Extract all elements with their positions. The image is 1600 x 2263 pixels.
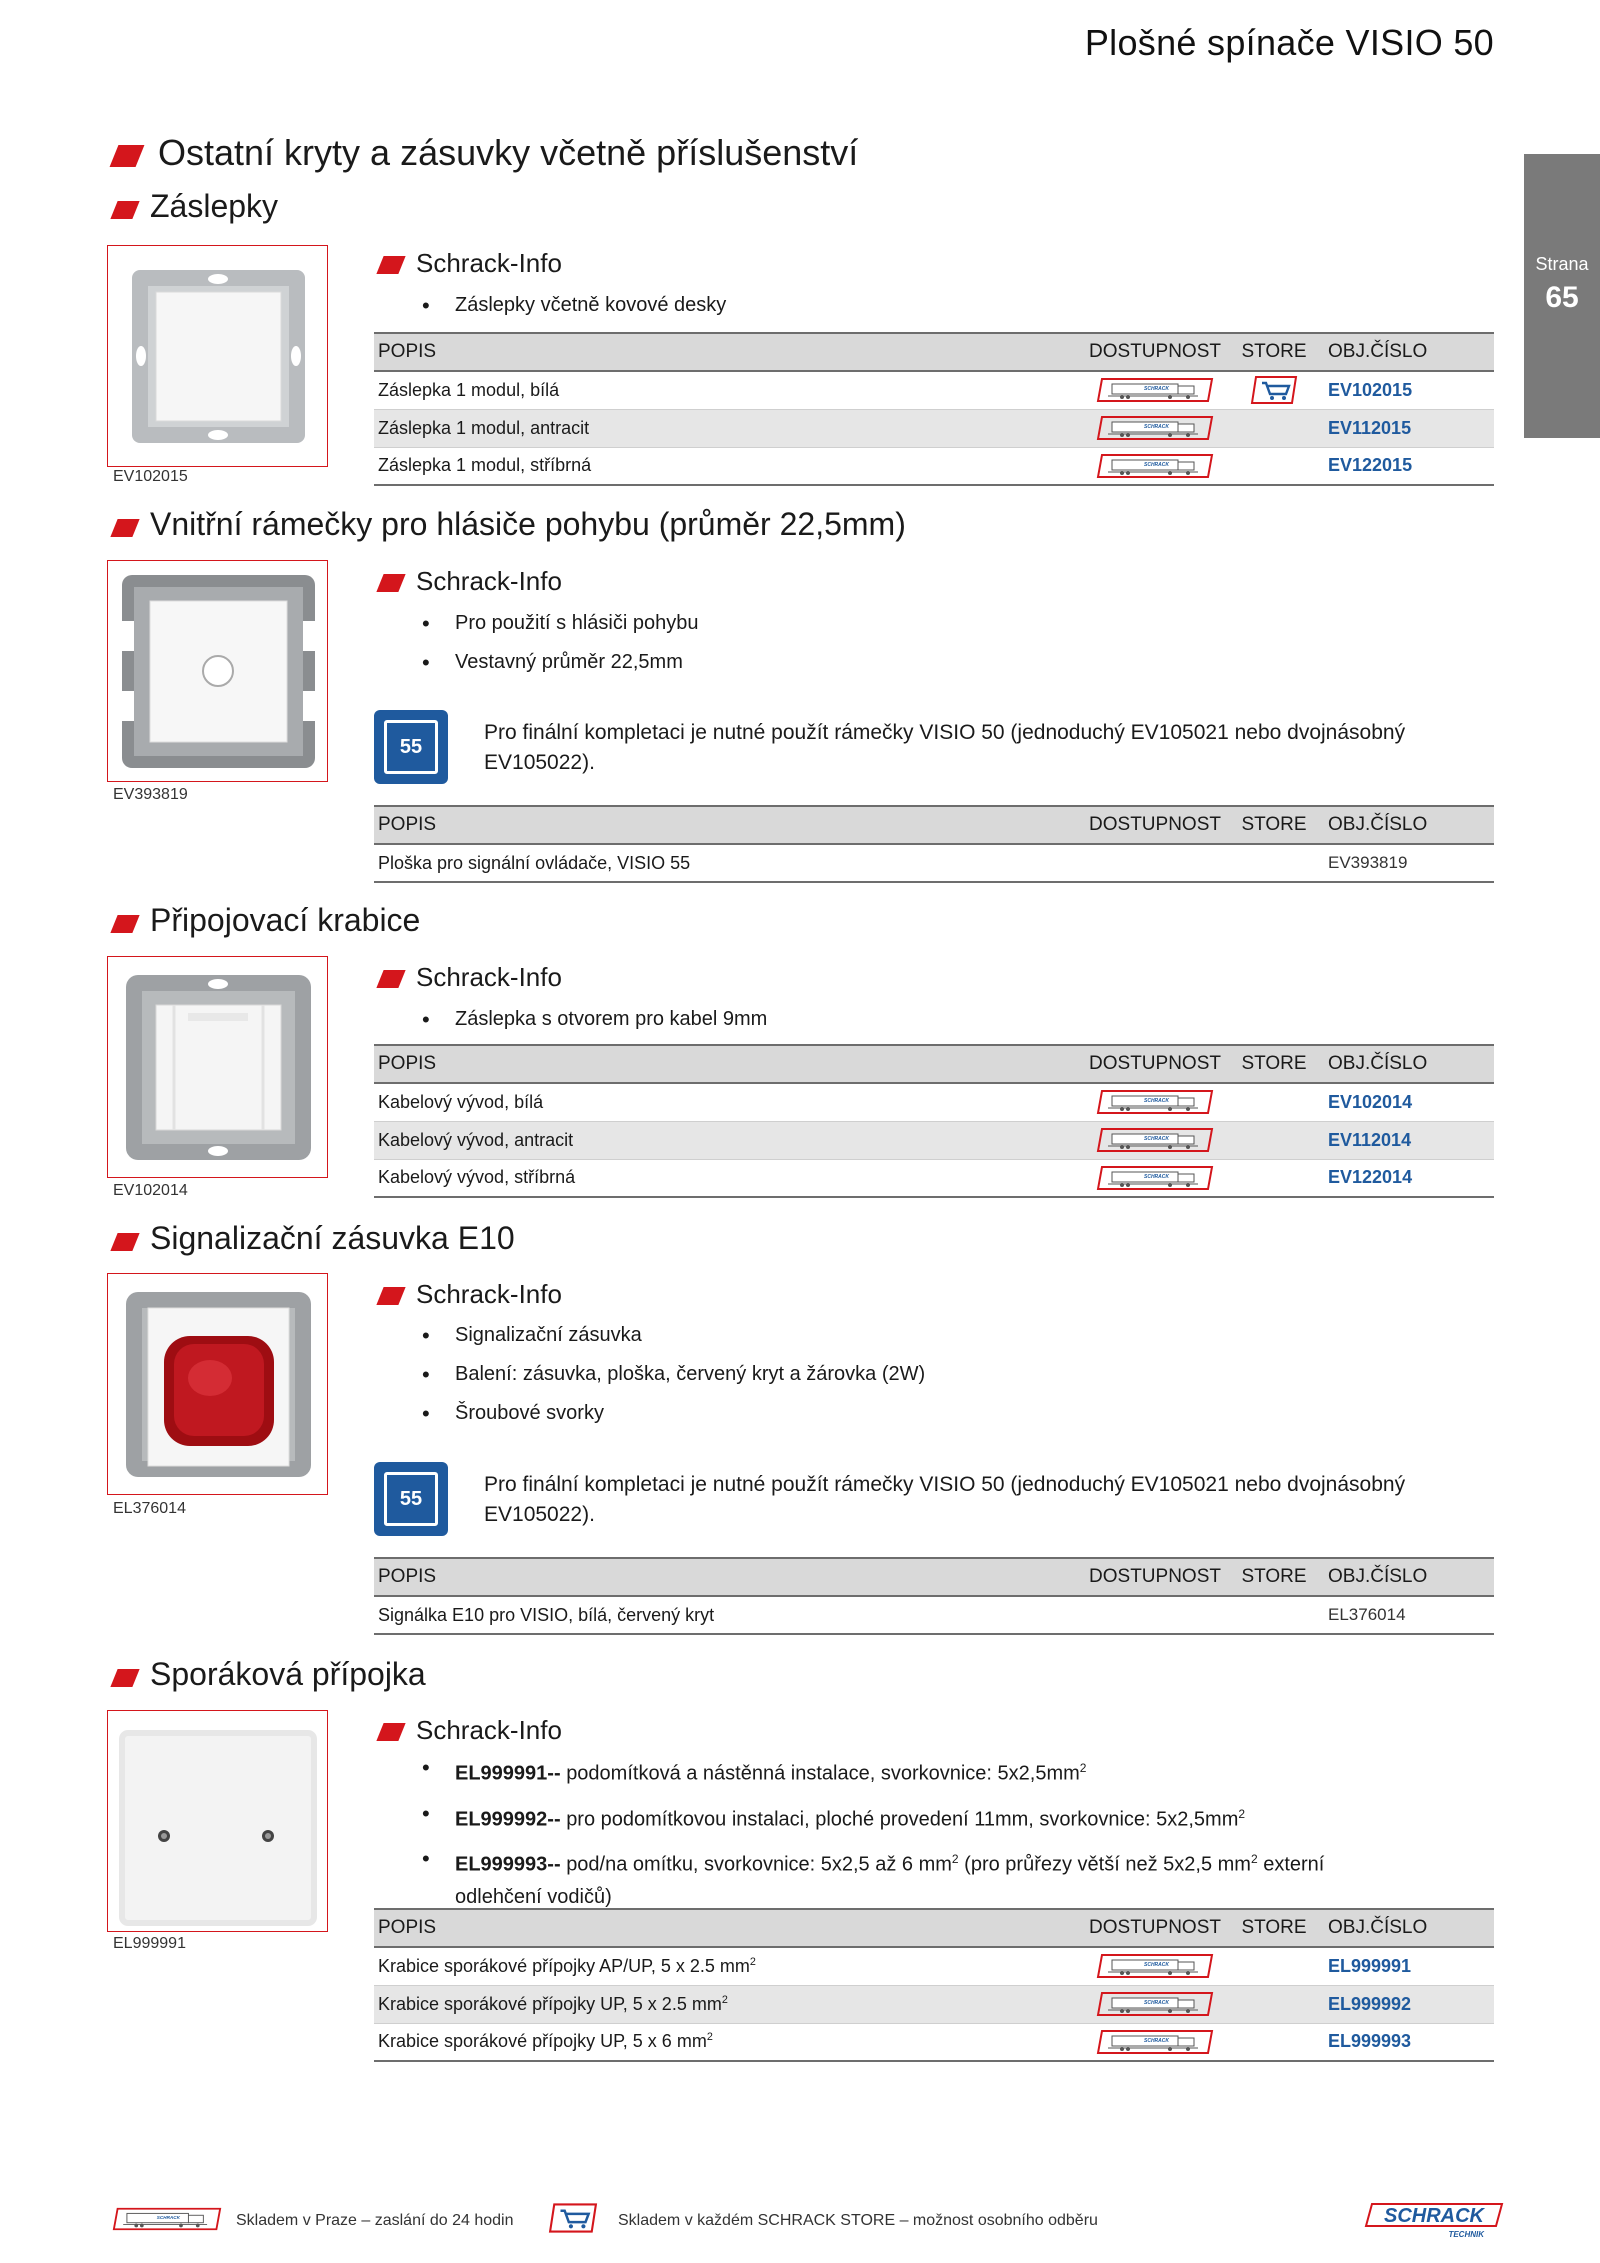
table-row	[374, 371, 1494, 409]
col-header-avail: DOSTUPNOST	[1080, 806, 1230, 844]
truck-icon	[1096, 1953, 1214, 1979]
section-title: Signalizační zásuvka E10	[150, 1220, 515, 1256]
row-desc	[374, 2023, 1080, 2061]
schrack-logo	[1364, 2200, 1504, 2240]
row-store	[1230, 1083, 1318, 1121]
product-image-blank-plate	[107, 245, 328, 467]
main-heading	[114, 132, 858, 174]
section-heading-ramecky	[114, 506, 906, 543]
section-title: Sporáková přípojka	[150, 1656, 426, 1692]
main-heading-text: Ostatní kryty a zásuvky včetně příslušenství	[158, 132, 859, 173]
row-code-link[interactable]: EV122015	[1318, 447, 1494, 485]
section-title: Vnitřní rámečky pro hlásiče pohybu (průměr 22,5mm)	[150, 506, 906, 542]
col-header-store: STORE	[1230, 1558, 1318, 1596]
table-row	[374, 1121, 1494, 1159]
bullet-item: • Pro použití s hlásiči pohybu	[422, 604, 698, 643]
visio-55-icon-label: 55	[384, 720, 438, 774]
red-square-icon	[376, 256, 405, 274]
table-header	[374, 333, 1494, 371]
frame-note	[374, 1458, 1494, 1538]
schrack-info-title	[380, 248, 562, 279]
info-bullets	[422, 286, 726, 325]
row-code-link[interactable]: EL999992	[1318, 1985, 1494, 2023]
bullet-text: externí	[1263, 1853, 1325, 1876]
red-square-icon	[110, 145, 145, 167]
row-avail	[1080, 1947, 1230, 1985]
truck-icon	[1096, 1991, 1214, 2017]
col-header-store: STORE	[1230, 1045, 1318, 1083]
frame-note	[374, 706, 1494, 786]
row-avail	[1080, 371, 1230, 409]
table-row	[374, 844, 1494, 882]
col-header-desc: POPIS	[374, 1909, 1080, 1947]
superscript: 2	[749, 1955, 756, 1968]
bullet-code: EL999992--	[455, 1808, 561, 1831]
col-header-store: STORE	[1230, 1909, 1318, 1947]
col-header-store: STORE	[1230, 806, 1318, 844]
section-heading-signalizacni	[114, 1220, 515, 1257]
footer-truck-text: Skladem v Praze – zaslání do 24 hodin	[236, 2212, 514, 2229]
product-image-motion-frame	[107, 560, 328, 782]
row-avail	[1080, 1121, 1230, 1159]
product-image-code: EV102014	[113, 1182, 188, 1199]
col-header-desc: POPIS	[374, 806, 1080, 844]
col-header-code: OBJ.ČÍSLO	[1318, 1909, 1494, 1947]
bullet-item: • Šroubové svorky	[422, 1394, 925, 1433]
page-title: Plošné spínače VISIO 50	[1084, 22, 1494, 63]
red-square-icon	[110, 1669, 139, 1687]
info-title-text: Schrack-Info	[416, 1279, 562, 1309]
bullet-text: podomítková a nástěnná instalace, svorkovnice: 5x2,5mm	[566, 1762, 1080, 1785]
row-avail	[1080, 1083, 1230, 1121]
table-row	[374, 2023, 1494, 2061]
table-row	[374, 1083, 1494, 1121]
row-store	[1230, 844, 1318, 882]
col-header-desc: POPIS	[374, 333, 1080, 371]
table-row	[374, 1596, 1494, 1634]
superscript: 2	[1079, 1761, 1087, 1775]
row-desc	[374, 1985, 1080, 2023]
info-title-text: Schrack-Info	[416, 566, 562, 596]
product-image-code: EL376014	[113, 1500, 186, 1517]
red-square-icon	[376, 574, 405, 592]
row-desc-text: Krabice sporákové přípojky UP, 5 x 6 mm	[378, 2031, 707, 2052]
row-avail	[1080, 1596, 1230, 1634]
red-square-icon	[376, 1723, 405, 1741]
truck-icon	[1096, 453, 1214, 479]
row-code-link[interactable]: EV112015	[1318, 409, 1494, 447]
bullet-text: pro podomítkovou instalaci, ploché provedení 11mm, svorkovnice: 5x2,5mm	[566, 1808, 1239, 1831]
superscript: 2	[1238, 1806, 1246, 1821]
row-store	[1230, 409, 1318, 447]
table-header	[374, 1909, 1494, 1947]
table-row	[374, 447, 1494, 485]
section-heading-krabice	[114, 902, 420, 939]
bullet-item	[422, 1752, 1324, 1790]
col-header-code: OBJ.ČÍSLO	[1318, 333, 1494, 371]
table-header	[374, 1558, 1494, 1596]
truck-icon	[1096, 1127, 1214, 1153]
note-text: Pro finální kompletaci je nutné použít rámečky VISIO 50 (jednoduchý EV105021 nebo dvojnásobný EV105022).	[484, 1473, 1406, 1526]
row-store	[1230, 1947, 1318, 1985]
table-row	[374, 1159, 1494, 1197]
table-row	[374, 1947, 1494, 1985]
col-header-desc: POPIS	[374, 1045, 1080, 1083]
schrack-info-title	[380, 1279, 562, 1310]
row-store	[1230, 447, 1318, 485]
row-desc: Záslepka 1 modul, antracit	[374, 409, 1080, 447]
bullet-code: EL999991--	[455, 1762, 561, 1785]
row-store	[1230, 2023, 1318, 2061]
product-table	[374, 1908, 1494, 2062]
info-bullets	[422, 1752, 1324, 1913]
red-square-icon	[110, 519, 139, 537]
visio-55-icon	[374, 1462, 448, 1536]
row-desc: Ploška pro signální ovládače, VISIO 55	[374, 844, 1080, 882]
info-title-text: Schrack-Info	[416, 248, 562, 278]
col-header-avail: DOSTUPNOST	[1080, 1558, 1230, 1596]
row-store	[1230, 1121, 1318, 1159]
col-header-avail: DOSTUPNOST	[1080, 1909, 1230, 1947]
page-tab-label: Strana	[1535, 254, 1589, 274]
bullet-text: (pro průřezy větší než 5x2,5 mm	[964, 1853, 1251, 1876]
superscript: 2	[1250, 1852, 1258, 1867]
motion-frame-image	[108, 561, 328, 782]
row-code-link[interactable]: EV112014	[1318, 1121, 1494, 1159]
product-image-cable-outlet	[107, 956, 328, 1178]
section-title: Záslepky	[150, 188, 279, 224]
col-header-code: OBJ.ČÍSLO	[1318, 806, 1494, 844]
row-desc: Kabelový vývod, antracit	[374, 1121, 1080, 1159]
red-square-icon	[376, 1287, 405, 1305]
row-desc: Kabelový vývod, bílá	[374, 1083, 1080, 1121]
truck-icon	[1096, 1165, 1214, 1191]
col-header-store: STORE	[1230, 333, 1318, 371]
signal-socket-image	[108, 1274, 328, 1495]
row-store	[1230, 1159, 1318, 1197]
row-avail	[1080, 409, 1230, 447]
footer	[0, 2196, 1600, 2246]
blank-plate-image	[108, 246, 328, 467]
table-row	[374, 1985, 1494, 2023]
section-heading-zaslepky	[114, 188, 278, 225]
product-image-cooker-box	[107, 1710, 328, 1932]
table-row	[374, 409, 1494, 447]
col-header-desc: POPIS	[374, 1558, 1080, 1596]
product-image-code: EV393819	[113, 786, 188, 803]
truck-icon	[1096, 415, 1214, 441]
footer-store-text: Skladem v každém SCHRACK STORE – možnost osobního odběru	[618, 2212, 1098, 2229]
product-table	[374, 805, 1494, 883]
bullet-text: pod/na omítku, svorkovnice: 5x2,5 až 6 mm	[566, 1853, 952, 1876]
row-code: EV393819	[1318, 844, 1494, 882]
bullet-item: • Signalizační zásuvka	[422, 1316, 925, 1355]
row-desc-text: Krabice sporákové přípojky AP/UP, 5 x 2.5 mm	[378, 1955, 750, 1976]
row-code-link[interactable]: EV102015	[1318, 371, 1494, 409]
row-avail	[1080, 844, 1230, 882]
superscript: 2	[721, 1993, 728, 2006]
red-square-icon	[110, 201, 139, 219]
truck-icon	[1096, 2029, 1214, 2055]
truck-icon	[1096, 377, 1214, 403]
red-square-icon	[110, 1233, 139, 1251]
info-title-text: Schrack-Info	[416, 962, 562, 992]
row-code-link[interactable]: EL999991	[1318, 1947, 1494, 1985]
row-avail	[1080, 2023, 1230, 2061]
info-bullets	[422, 1316, 925, 1433]
schrack-info-title	[380, 962, 562, 993]
schrack-info-title	[380, 566, 562, 597]
row-store	[1230, 1985, 1318, 2023]
product-table	[374, 332, 1494, 486]
page-number: 65	[1545, 281, 1579, 314]
cart-icon	[548, 2202, 598, 2234]
visio-55-icon-label: 55	[384, 1472, 438, 1526]
section-heading-sporakova	[114, 1656, 426, 1693]
row-avail	[1080, 447, 1230, 485]
bullet-text: odlehčení vodičů)	[455, 1885, 612, 1908]
cart-icon	[1250, 375, 1298, 405]
product-image-signal-socket	[107, 1273, 328, 1495]
bullet-item	[422, 1798, 1324, 1836]
schrack-info-title	[380, 1715, 562, 1746]
svg-text:SCHRACK: SCHRACK	[1384, 2205, 1484, 2227]
superscript: 2	[951, 1852, 959, 1867]
bullet-item: • Záslepky včetně kovové desky	[422, 286, 726, 325]
bullet-code: EL999993--	[455, 1853, 561, 1876]
truck-icon	[1096, 1089, 1214, 1115]
product-image-code: EL999991	[113, 1935, 186, 1952]
row-avail	[1080, 1985, 1230, 2023]
bullet-item: • Záslepka s otvorem pro kabel 9mm	[422, 1000, 767, 1039]
superscript: 2	[706, 2031, 713, 2044]
cooker-box-image	[108, 1711, 328, 1932]
row-store	[1230, 371, 1318, 409]
row-code-link[interactable]: EV102014	[1318, 1083, 1494, 1121]
col-header-avail: DOSTUPNOST	[1080, 333, 1230, 371]
cable-outlet-image	[108, 957, 328, 1178]
row-desc: Záslepka 1 modul, stříbrná	[374, 447, 1080, 485]
svg-text:TECHNIK: TECHNIK	[1448, 2230, 1484, 2239]
product-table	[374, 1044, 1494, 1198]
col-header-code: OBJ.ČÍSLO	[1318, 1045, 1494, 1083]
product-table	[374, 1557, 1494, 1635]
row-store	[1230, 1596, 1318, 1634]
bullet-item: • Vestavný průměr 22,5mm	[422, 643, 698, 682]
row-desc	[374, 1947, 1080, 1985]
note-text: Pro finální kompletaci je nutné použít rámečky VISIO 50 (jednoduchý EV105021 nebo dvojnásobný EV105022).	[484, 721, 1406, 774]
row-code: EL376014	[1318, 1596, 1494, 1634]
bullet-item	[422, 1843, 1324, 1913]
table-header	[374, 1045, 1494, 1083]
row-code-link[interactable]: EL999993	[1318, 2023, 1494, 2061]
section-title: Připojovací krabice	[150, 902, 421, 938]
product-image-code: EV102015	[113, 468, 188, 485]
col-header-avail: DOSTUPNOST	[1080, 1045, 1230, 1083]
truck-icon	[112, 2206, 222, 2232]
red-square-icon	[376, 970, 405, 988]
col-header-code: OBJ.ČÍSLO	[1318, 1558, 1494, 1596]
table-header	[374, 806, 1494, 844]
info-bullets	[422, 1000, 767, 1039]
info-title-text: Schrack-Info	[416, 1715, 562, 1745]
visio-55-icon	[374, 710, 448, 784]
page-tab	[1524, 154, 1600, 438]
row-desc: Záslepka 1 modul, bílá	[374, 371, 1080, 409]
row-desc: Kabelový vývod, stříbrná	[374, 1159, 1080, 1197]
row-avail	[1080, 1159, 1230, 1197]
row-code-link[interactable]: EV122014	[1318, 1159, 1494, 1197]
red-square-icon	[110, 915, 139, 933]
row-desc: Signálka E10 pro VISIO, bílá, červený kryt	[374, 1596, 1080, 1634]
bullet-item: • Balení: zásuvka, ploška, červený kryt a žárovka (2W)	[422, 1355, 925, 1394]
info-bullets	[422, 604, 698, 682]
row-desc-text: Krabice sporákové přípojky UP, 5 x 2.5 mm	[378, 1993, 722, 2014]
